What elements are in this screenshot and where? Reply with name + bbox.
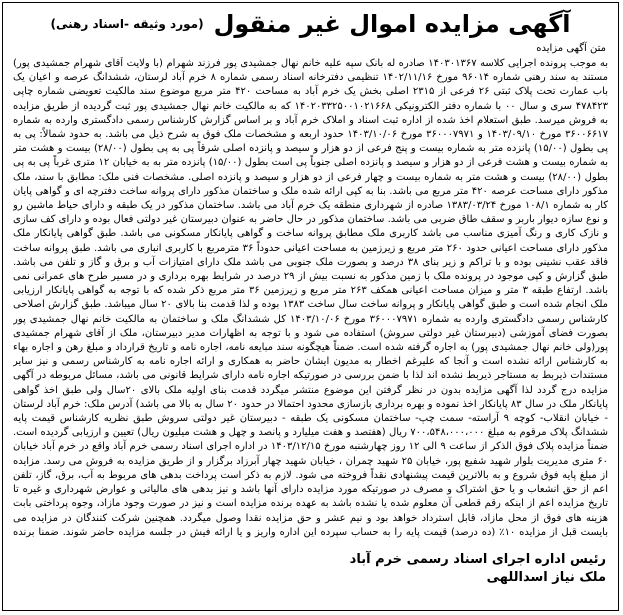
notice-body (13, 57, 608, 539)
notice-subtitle: (مورد وثیقه -اسناد رهنی) (50, 17, 204, 31)
signature-block (3, 551, 606, 603)
notice-body-main: به موجب پرونده اجرایی کلاسه ۱۴۰۳۰۱۳۶۷ صادره له بانک سپه علیه خانم نهال جمشیدی پور فرزند شهرام (با ولایت آقای شهرام جمشیدی پور) مستند به سند رهنی شماره ۹۶۰۱۴ مورخ ۱۴۰۲/۱۱/۱۶ تنظیمی دفترخانه اسناد رسمی شماره ۸ خرم آباد لرستان، ششدانگ عرصه و اعیان یک باب عمارت تحت پلاک ثبتی ۲۶ فرعی از ۲۳۱۵ اصلی بخش یک خرم آباد به مساحت ۴۲۰ متر مربع موضوع سند مالکیت تعویضی شماره چاپی ۴۷۸۴۲۳ سری و سال ۰۰ با شماره دفتر الکترونیکی ۱۴۰۲۰۳۳۲۵۰۰۱۰۲۱۶۶۸ که به مالکیت خانم نهال جمشیدی پور ثبت گردیده از طریق مزایده به فروش میرسد. طبق استعلام اخذ شده از اداره ثبت اسناد و املاک خرم آباد و بر اساس گزارش کارشناس رسمی دادگستری وارده به شماره ۳۶۰۰۶۶۱۷ مورخ ۱۴۰۳/۰۹/۱۰ و ۳۶۰۰۰۷۹۷۱ مورخ ۱۴۰۳/۱۰/۰۶ حدود اربعه و مشخصات ملک فوق به شرح ذیل می باشد. به حدود شمالاً: پی به پی بطول (۱۵/۰۰) پانزده متر به شماره بیست و پنج فرعی از دو هزار و سیصد و پانزده اصلی شرقاً پی به پی بطول (۲۸/۰۰) بیست و هشت متر به شماره بیست و هشت فرعی از دو هزار و سیصد و پانزده اصلی جنوباً پی است بطول (۱۵/۰۰) پانزده متر به به خیابان ۱۲ متری غرباً پی به پی بطول (۲۸/۰۰) بیست و هشت متر به شماره بیست و چهار فرعی از دو هزار و سیصد و پانزده اصلی. مشخصات فنی ملک: مطابق با سند، ملک مذکور دارای مساحت عرصه ۴۲۰ متر مربع می باشد. بنا به کپی ارائه شده ملک و ساختمان مذکور دارای پروانه ساخت دفترچه ای و گواهی پایان کار به شماره ۱۰۸/۱ مورخ ۱۳۸۳/۰۳/۲۴ صادره از شهرداری منطقه یک خرم آباد می باشد. ساختمان مذکور در یک طبقه و دارای حیاط ماشین رو و نوع سازه دیوار باربر و سقف طاق ضربی می باشد. ساختمان مذکور در حال حاضر به عنوان دبیرستان غیر دولتی فعال بوده و دارای کف سازی و نازک کاری و رنگ آمیزی مناسب می باشد کاربری ملک مطابق پروانه ساخت و گواهی پایانکار مسکونی می باشد. طبق گواهی پایانکار ملک مذکور دارای مساحت اعیانی حدود ۲۶۰ متر مربع و زیرزمین به مساحت اعیانی حدوداً ۳۶ مترمربع با کاربری انباری می باشد. طبق پروانه ساخت فاقد عقب نشینی بوده و با تراکم و زیر بنای ۳۸ درصد و بصورت ملک جنوبی می باشد ملک دارای امتیازات آب و برق و گاز و تلفن می باشد. طبق گزارش و کپی موجود در پرونده ملک با زمین مذکور به نسبت بیش از ۲۹ درصد در شرایط بهره برداری و در مسیر طرح های عمرانی نمی باشد. ارتفاع طبقه ۳ متر و میزان مساحت اعیانی همکف ۲۶۳ متر مربع و زیرزمین ۳۶ متر مربع ذکر شده که با توجه به گواهی پایانکار ارزیابی ملک انجام شده است و طبق گواهی پایانکار و پروانه ساخت سال ساخت ۱۳۸۳ بوده و لذا قدمت بنا بالای ۲۰ سال میباشد. طبق گزارش اصلاحی کارشناس رسمی دادگستری وارده به شماره ۳۶۰۰۰۷۹۷۱ مورخ ۱۴۰۳/۱۰/۰۶ کل ششدانگ ملک و ساختمان به مالکیت خانم نهال جمشیدی پور بصورت فضای آموزشی (دبیرستان غیر دولتی سروش) استفاده می شود و با توجه به اظهارات مدیر دبیرستان، ملک از آقای شهرام جمشیدی پور(ولی خانم نهال جمشیدی پور) به اجاره گرفته شده است. ضمناً هیچگونه سند مبایعه نامه، اجاره نامه و تاریخ قرارداد و مبلغ رهن و اجاره بهاء به کارشناس ارائه نشده است و آنجا که علیرغم اخطار به مدیون ایشان حاضر به همکاری و ارائه اجاره نامه به کارشناس رسمی و نیز سایر مستندات ذیربط به مستاجر ذیربط نشده اند لذا با ضمن بررسی در صورتیکه اجاره نامه دارای شرایط قانونی می باشد، مسائل مربوطه در آگهی مزایده درج گردد لذا آگهی مزایده بدون در نظر گرفتن این موضوع منتشر میگردد قدمت بنای اولیه ملک بالای ۲۰سال ولی طبق اخذ گواهی پایانکار ملک در سال ۸۳ پایانکار اخذ نموده و بهره برداری بازسازی محدود احتمالا در حدود ۲۰ سال به بالا می باشد) آدرس ملک: خرم آباد لرستان - خیابان انقلاب- کوچه ۹ آراسته- سمت چپ- ساختمان مسکونی یک طبقه - دبیرستان غیر دولتی سروش طبق نظریه کارشناس قیمت پایه ششدانگ پلاک مرقوم به مبلغ ۷۰۰،۵۴۸،۰۰۰،۰۰۰ ریال (هفتصد و هفت میلیارد و پانصد و چهل و هشت میلیون ریال) تعیین و ارزیابی گردیده است. ضمناً مزایده پلاک فوق الذکر از ساعت ۹ الی ۱۲ روز چهارشنبه مورخ ۱۴۰۳/۱۲/۱۵ در اداره اجرای اسناد رسمی خرم آباد واقع در خرم آباد خیابان ۶۰ متری مدیریت بلوار شهید شفیع پور، خیابان ۲۵ شهید چمران ، خیابان شهید چهار آبرزاد برگزار و از طریق مزایده به فروش می رسد. مزایده از مبلغ پایه فوق شروع و به بالاترین قیمت پیشنهادی نقداً فروخته می شود. لازم به ذکر است پرداخت بدهی های مربوط به آب، برق، گاز، تلفن اعم از حق انشعاب و یا حق اشتراک و مصرف در صورتیکه مورد مزایده دارای آنها باشد و نیز بدهی های مالیاتی و عوارض شهرداری و غیره تا تاریخ مزایده اعم از اینکه رقم قطعی آن معلوم شده یا نشده باشد به عهده برنده مزایده است و نیز در صورت وجود مازاد، وجوه پرداختی بابت هزینه های فوق از محل مازاد، قابل استرداد خواهد بود و نیم عشر و حق مزایده نقدا وصول میگردد. همچنین شرکت کنندگان در مزایده می بایست قبل از مزایده ۱۰٪ (ده درصد) قیمت پایه را به حساب سپرده این اداره واریز و یا ارائه فیش در جلسه مزایده حاضر شوند. ضمنا برنده (13, 58, 608, 538)
notice-header (3, 7, 618, 41)
notice-greeting: متن آگهی مزایده (536, 43, 606, 54)
signature-name: ملک نیاز اسداللهی (486, 570, 606, 585)
notice-frame (2, 2, 619, 611)
notice-title: آگهی مزایده اموال غیر منقول (213, 10, 571, 38)
signature-title: رئیس اداره اجرای اسناد رسمی خرم آباد (349, 552, 606, 567)
